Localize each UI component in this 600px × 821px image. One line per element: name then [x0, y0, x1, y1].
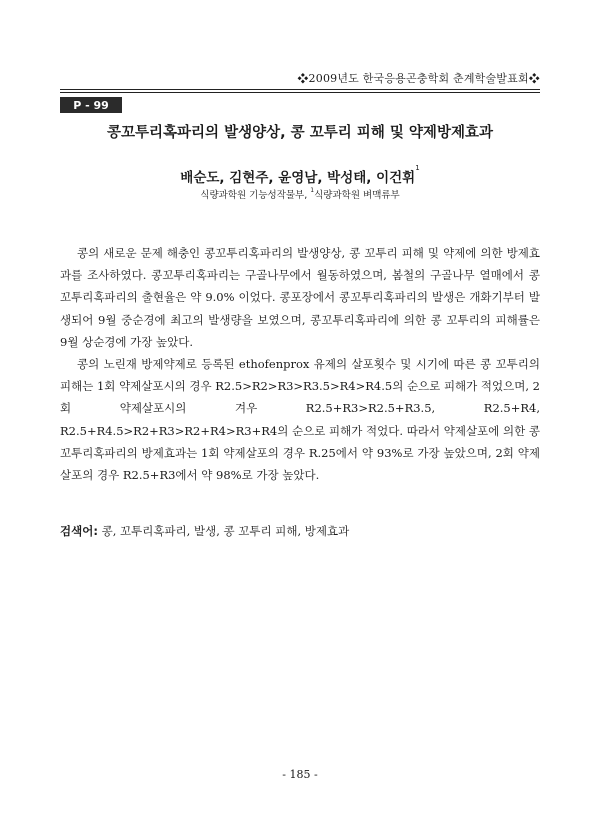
author-names: 배순도, 김현주, 윤영남, 박성태, 이건휘	[180, 170, 416, 186]
abstract-paragraph: 콩의 노린재 방제약제로 등록된 ethofenprox 유제의 살포횟수 및 시기에 따른 콩 꼬투리의 피해는 1회 약제살포시의 경우 R2.5>R2>R3>R3.5>R4>R4.5의 순으로 피해가 적었으며, 2회 약제살포시의 겨우 R2.5+R3>R2.5+R3.5, R2.5+R4, R2.5+R4.5>R2+R3>R2+R4>R3+R4의 순으로 피해가 적었다. 따라서 약제살포에 의한 콩꼬투리혹파리의 방제효과는 1회 약제살포의 경우 R.25에서 약 93%로 가장 높았으며, 2회 약제살포의 경우 R2.5+R3에서 약 98%로 가장 높았다.	[60, 357, 540, 483]
keywords	[60, 521, 540, 541]
affiliation-mark: 1	[310, 187, 315, 194]
author-list	[60, 166, 540, 186]
affiliations	[60, 187, 540, 201]
header-rule-thin	[60, 92, 540, 93]
abstract-paragraph: 콩의 새로운 문제 해충인 콩꼬투리혹파리의 발생양상, 콩 꼬투리 피해 및 약제에 의한 방제효과를 조사하였다. 콩꼬투리혹파리는 구골나무에서 월동하였으며, 봄철의 구골나무 열매에서 콩꼬투리혹파리의 출현율은 약 9.0% 이었다. 콩포장에서 콩꼬투리혹파리의 발생은 개화기부터 발생되어 9월 중순경에 최고의 발생량을 보였으며, 콩꼬투리혹파리에 의한 콩 꼬투리의 피해률은 9월 상순경에 가장 높았다.	[60, 246, 540, 349]
poster-number-badge: P - 99	[60, 97, 122, 113]
affiliation-primary: 식량과학원 기능성작물부,	[200, 190, 311, 201]
author-affiliation-mark: 1	[415, 164, 420, 172]
conference-header: ❖2009년도 한국응용곤충학회 춘계학술발표회❖	[297, 72, 540, 85]
page-number: - 185 -	[282, 768, 318, 781]
abstract-body	[60, 242, 540, 486]
paper-title: 콩꼬투리혹파리의 발생양상, 콩 꼬투리 피해 및 약제방제효과	[107, 125, 493, 141]
keywords-text: 콩, 꼬투리혹파리, 발생, 콩 꼬투리 피해, 방제효과	[97, 524, 350, 538]
affiliation-secondary: 식량과학원 벼맥류부	[314, 190, 400, 201]
header-rule-thick	[60, 89, 540, 90]
keywords-label: 검색어:	[60, 524, 98, 538]
